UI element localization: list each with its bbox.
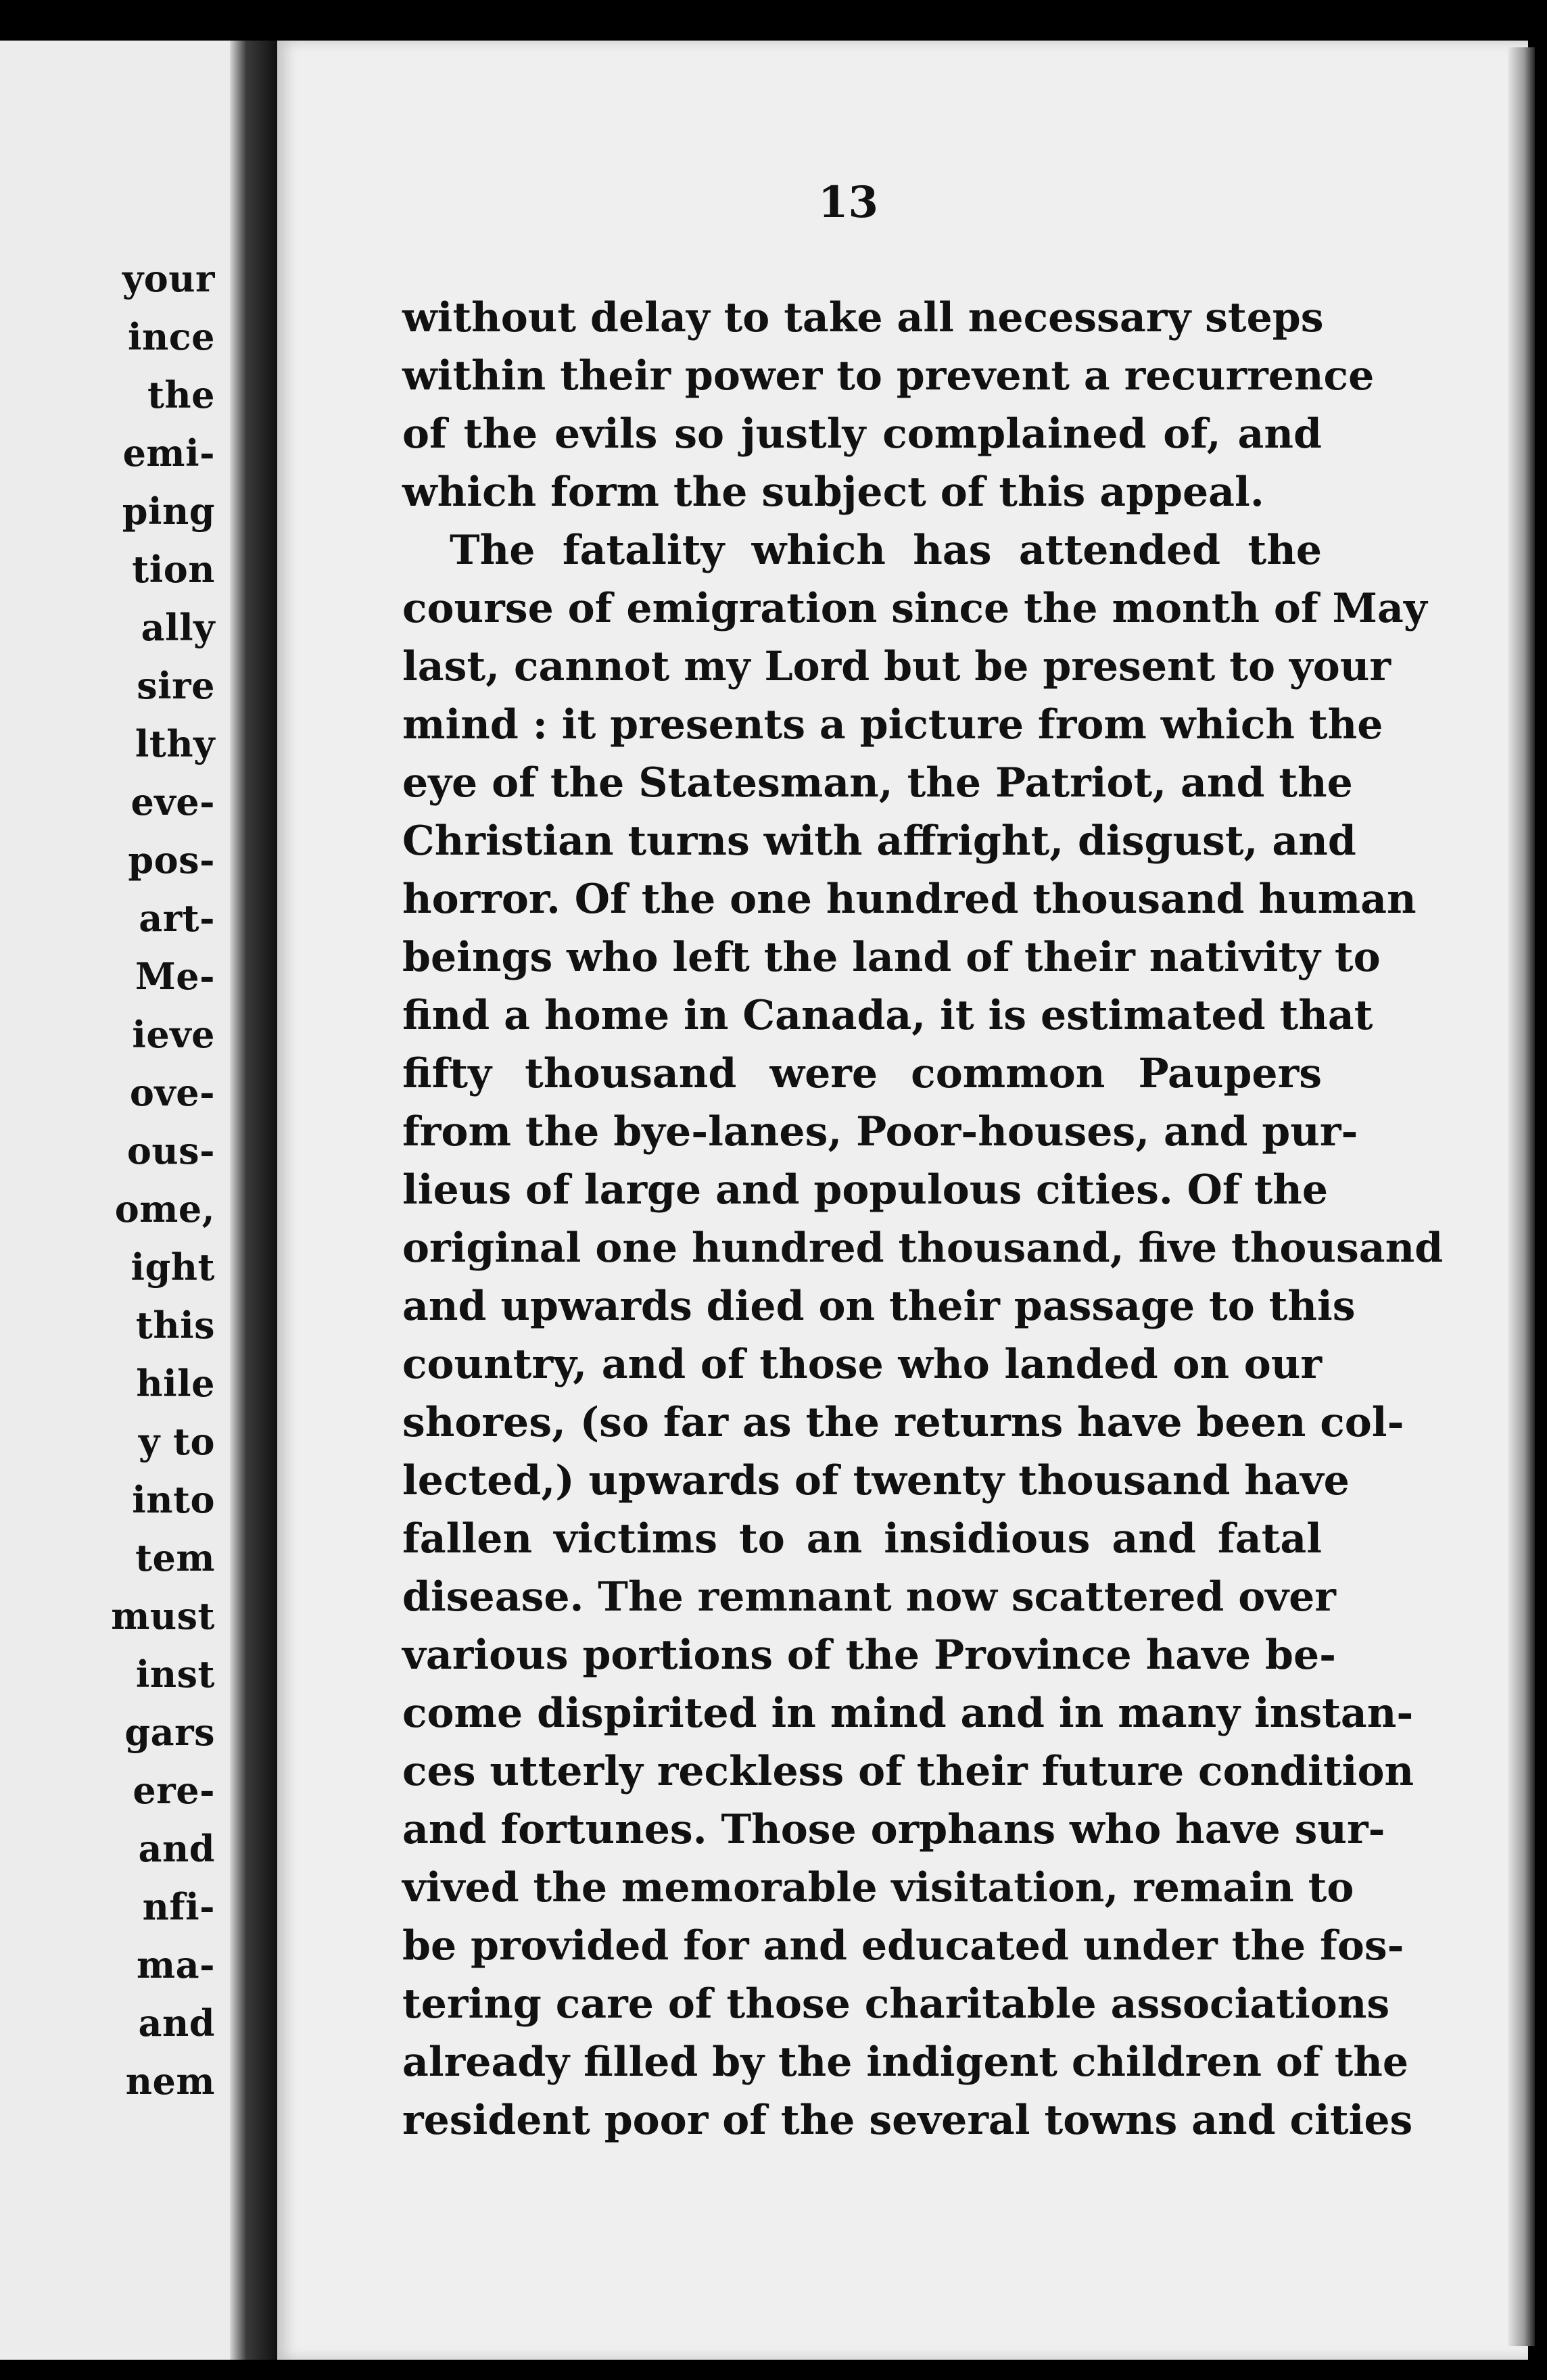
- left-page-fragment: and: [138, 2001, 215, 2045]
- left-page-fragment: lthy: [135, 722, 215, 765]
- body-line: Christian turns with affright, disgust, and: [402, 817, 1356, 865]
- body-line: come dispirited in mind and in many instan-: [402, 1690, 1414, 1737]
- body-line: various portions of the Province have be-: [402, 1632, 1337, 1679]
- body-line: vived the memorable visitation, remain to: [402, 1864, 1354, 1911]
- body-line: lieus of large and populous cities. Of the: [402, 1166, 1329, 1214]
- body-line: eye of the Statesman, the Patriot, and the: [402, 759, 1353, 807]
- body-line: beings who left the land of their nativity to: [402, 934, 1381, 981]
- body-line: The fatality which has attended the: [450, 527, 1322, 574]
- body-text: [402, 289, 1444, 2149]
- left-page-fragment: y to: [138, 1420, 215, 1463]
- left-page-fragment: tion: [132, 548, 215, 591]
- body-line: within their power to prevent a recurrence: [402, 352, 1375, 400]
- left-page-fragment: ight: [130, 1245, 215, 1289]
- body-line: which form the subject of this appeal.: [402, 469, 1264, 516]
- body-line: tering care of those charitable associations: [402, 1980, 1390, 2028]
- body-line: country, and of those who landed on our: [402, 1341, 1322, 1388]
- body-line: already filled by the indigent children of the: [402, 2039, 1409, 2086]
- left-page-fragment: gars: [124, 1711, 215, 1754]
- left-page-fragment: must: [111, 1594, 215, 1638]
- page-number: 13: [818, 177, 879, 228]
- body-line: lected,) upwards of twenty thousand have: [402, 1457, 1350, 1504]
- body-line: resident poor of the several towns and cities: [402, 2097, 1413, 2144]
- body-line: without delay to take all necessary steps: [402, 294, 1324, 341]
- body-line: shores, (so far as the returns have been col-: [402, 1399, 1404, 1446]
- left-page-fragment: this: [135, 1304, 215, 1347]
- left-page: [0, 41, 230, 2360]
- body-line: mind : it presents a picture from which the: [402, 701, 1383, 748]
- left-page-fragment: tem: [135, 1536, 215, 1579]
- body-line: last, cannot my Lord but be present to your: [402, 643, 1391, 690]
- body-line: and fortunes. Those orphans who have sur-: [402, 1806, 1385, 1853]
- left-page-fragment: ince: [127, 315, 215, 358]
- left-page-fragment: emi-: [122, 431, 215, 475]
- left-page-fragment: ove-: [129, 1071, 215, 1114]
- body-line: disease. The remnant now scattered over: [402, 1573, 1336, 1621]
- left-page-fragment: nfi-: [142, 1885, 215, 1928]
- body-line: horror. Of the one hundred thousand human: [402, 876, 1417, 923]
- body-line: and upwards died on their passage to this: [402, 1283, 1356, 1330]
- left-page-fragment: Me-: [135, 955, 215, 998]
- body-line: fallen victims to an insidious and fatal: [402, 1515, 1322, 1563]
- left-page-fragment: ma-: [136, 1943, 215, 1986]
- left-page-fragment: your: [122, 257, 215, 300]
- body-line: be provided for and educated under the fos-: [402, 1922, 1404, 1970]
- body-line: fifty thousand were common Paupers: [402, 1050, 1322, 1097]
- left-page-fragment: pos-: [128, 838, 215, 882]
- left-page-fragment: sire: [137, 664, 215, 707]
- body-line: course of emigration since the month of May: [402, 585, 1427, 632]
- left-page-fragment: hile: [136, 1362, 215, 1405]
- left-page-fragment: the: [147, 373, 215, 416]
- left-page-fragment: ome,: [114, 1187, 215, 1231]
- left-page-fragment: ally: [141, 606, 215, 649]
- left-page-fragment: nem: [125, 2060, 215, 2103]
- body-line: find a home in Canada, it is estimated that: [402, 992, 1373, 1039]
- body-line: from the bye-lanes, Poor-houses, and pur-: [402, 1108, 1358, 1156]
- body-line: of the evils so justly complained of, and: [402, 410, 1322, 458]
- page-edge: [1508, 47, 1535, 2346]
- left-page-fragment: inst: [135, 1652, 215, 1696]
- left-page-fragment: eve-: [130, 780, 215, 824]
- left-page-fragment: ieve: [132, 1013, 215, 1056]
- left-page-fragment: ous-: [126, 1129, 215, 1172]
- left-page-fragment: into: [132, 1478, 215, 1521]
- body-line: original one hundred thousand, five thousand: [402, 1224, 1444, 1272]
- left-page-fragment: ping: [122, 490, 215, 533]
- body-line: ces utterly reckless of their future condition: [402, 1748, 1414, 1795]
- left-page-fragment: and: [138, 1827, 215, 1870]
- left-page-fragment: art-: [139, 897, 215, 940]
- left-page-fragment: ere-: [133, 1769, 215, 1812]
- book-gutter: [230, 41, 277, 2360]
